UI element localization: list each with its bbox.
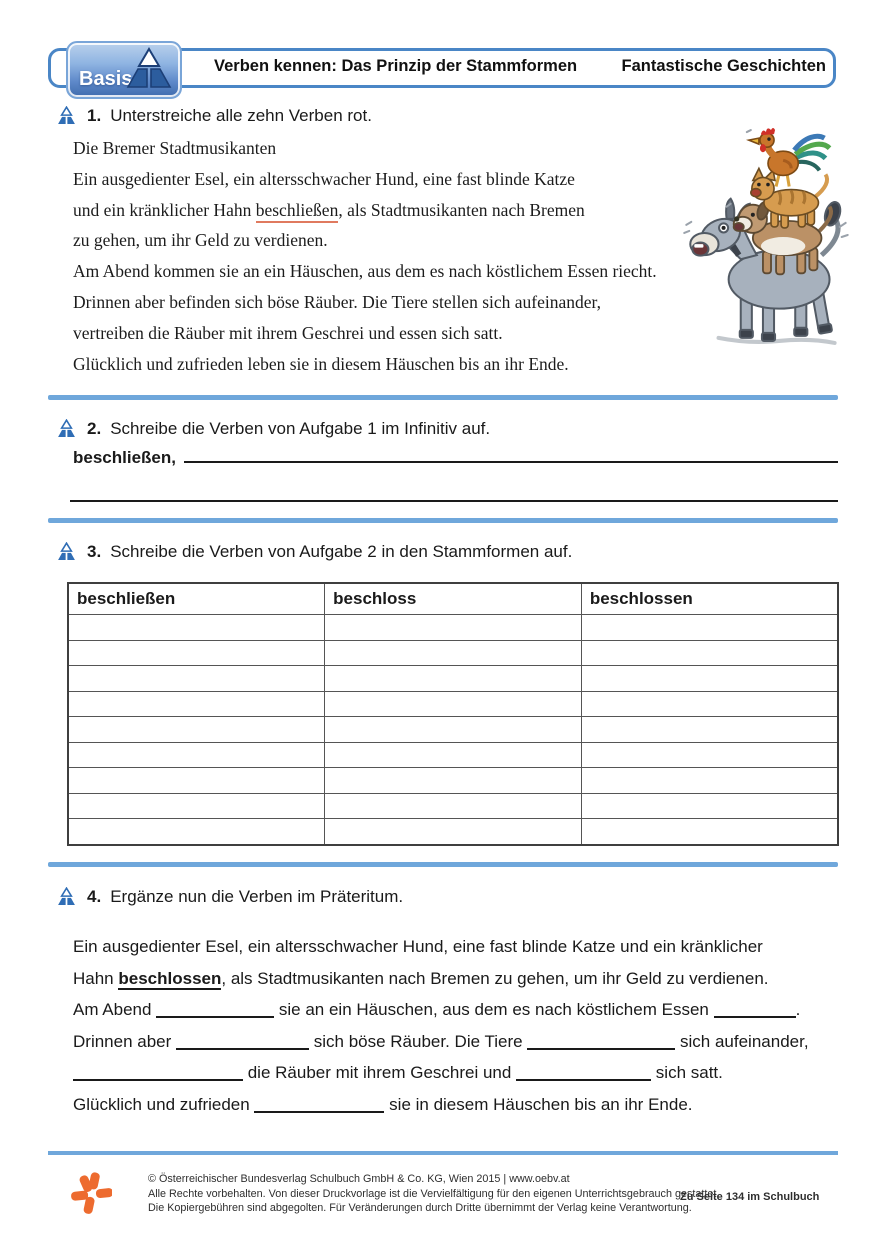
pyramid-task-icon	[55, 106, 78, 126]
text-segment: die Räuber mit ihrem Geschrei und	[243, 1063, 517, 1083]
table-cell	[581, 666, 838, 692]
task2-answer-row	[73, 445, 838, 467]
text-line	[73, 195, 657, 226]
table-cell	[581, 768, 838, 794]
task3-number: 3.	[87, 542, 102, 561]
pyramid-task-icon	[55, 419, 78, 439]
text-segment: Hahn	[73, 968, 119, 988]
copyright-line: © Österreichischer Bundesverlag Schulbuch GmbH & Co. KG, Wien 2015 | www.oebv.at	[148, 1173, 570, 1185]
table-cell	[68, 640, 325, 666]
table-cell	[68, 793, 325, 819]
text-segment: Ein ausgedienter Esel, ein altersschwacher Hund, eine fast blinde Katze	[73, 168, 575, 189]
task2-answer-prefix: beschließen,	[73, 448, 176, 467]
text-line	[73, 287, 657, 318]
blank-write-line	[176, 1036, 309, 1050]
table-row	[68, 640, 838, 666]
text-segment: sie an ein Häuschen, aus dem es nach köstlichem Essen	[274, 1000, 714, 1020]
table-cell	[325, 793, 582, 819]
story-block	[73, 133, 657, 379]
basis-logo	[66, 41, 182, 99]
task2-number: 2.	[87, 419, 102, 438]
bremen-musicians-illustration	[678, 126, 860, 348]
text-segment: Glücklich und zufrieden	[73, 1094, 255, 1114]
table-cell	[581, 742, 838, 768]
table-cell	[581, 640, 838, 666]
text-segment: sie in diesem Häuschen bis an ihr Ende.	[384, 1094, 693, 1114]
text-segment: beschlossen	[118, 968, 222, 988]
text-line	[73, 1057, 809, 1089]
task3-heading	[55, 542, 572, 562]
table-row	[68, 666, 838, 692]
table-cell	[581, 615, 838, 641]
copyright-text	[148, 1172, 719, 1216]
table-cell	[581, 793, 838, 819]
footer-divider	[48, 1151, 838, 1155]
table-cell	[68, 615, 325, 641]
task1-heading	[55, 106, 372, 126]
text-line	[73, 225, 657, 256]
blank-write-line	[73, 1067, 243, 1081]
table-cell	[581, 691, 838, 717]
table-header-cell: beschloss	[325, 583, 582, 615]
table-cell	[325, 717, 582, 743]
text-segment: sich satt.	[651, 1063, 723, 1083]
text-line	[73, 994, 809, 1026]
table-cell	[325, 819, 582, 845]
text-segment: beschließen	[256, 200, 339, 223]
table-cell	[68, 768, 325, 794]
pyramid-task-icon	[55, 887, 78, 907]
table-cell	[325, 640, 582, 666]
task3-instruction: Schreibe die Verben von Aufgabe 2 in den Stammformen auf.	[110, 542, 573, 561]
copyright-line: Die Kopiergebühren sind abgegolten. Für Veränderungen durch Dritte übernimmt der Verlag keine Verantwortung.	[148, 1202, 692, 1215]
page-title: Verben kennen: Das Prinzip der Stammformen	[214, 57, 578, 75]
blank-write-line	[527, 1036, 675, 1050]
table-header-row	[68, 583, 838, 615]
task2-heading	[55, 419, 490, 439]
table-cell	[68, 819, 325, 845]
text-line	[73, 1089, 809, 1121]
section-divider	[48, 862, 838, 867]
task1-number: 1.	[87, 106, 102, 125]
text-line	[73, 318, 657, 349]
text-segment: vertreiben die Räuber mit ihrem Geschrei und essen sich satt.	[73, 322, 503, 343]
text-line	[73, 164, 657, 195]
table-cell	[68, 691, 325, 717]
blank-write-line	[156, 1004, 274, 1018]
text-segment: Drinnen aber befinden sich böse Räuber. Die Tiere stellen sich aufeinander,	[73, 291, 602, 312]
table-cell	[68, 666, 325, 692]
pyramid-task-icon	[55, 542, 78, 562]
pyramid-logo-icon	[123, 47, 175, 93]
text-segment: zu gehen, um ihr Geld zu verdienen.	[73, 230, 328, 251]
table-row	[68, 768, 838, 794]
table-cell	[68, 742, 325, 768]
book-page-reference: Zu Seite 134 im Schulbuch	[680, 1191, 820, 1203]
table-row	[68, 691, 838, 717]
write-line	[70, 474, 838, 502]
stammformen-table	[67, 582, 839, 846]
task4-instruction: Ergänze nun die Verben im Präteritum.	[110, 887, 404, 906]
story-title: Die Bremer Stadtmusikanten	[73, 138, 277, 158]
table-cell	[325, 768, 582, 794]
table-row	[68, 742, 838, 768]
task4-body	[73, 931, 809, 1121]
text-line	[73, 349, 657, 380]
text-segment: Glücklich und zufrieden leben sie in diesem Häuschen bis an ihr Ende.	[73, 353, 569, 374]
task1-instruction: Unterstreiche alle zehn Verben rot.	[110, 106, 372, 125]
section-divider	[48, 518, 838, 523]
text-line	[73, 931, 809, 963]
text-segment: Am Abend	[73, 1000, 157, 1020]
blank-write-line	[714, 1004, 796, 1018]
series-title: Fantastische Geschichten	[621, 57, 826, 75]
table-cell	[581, 819, 838, 845]
copyright-line: Alle Rechte vorbehalten. Von dieser Druckvorlage ist die Vervielfältigung für den eigenen Unterrichtsgebrauch gestattet.	[148, 1187, 720, 1200]
text-segment: Ein ausgedienter Esel, ein altersschwacher Hund, eine fast blinde Katze und ein kränklicher	[73, 937, 763, 956]
task2-instruction: Schreibe die Verben von Aufgabe 1 im Infinitiv auf.	[110, 419, 491, 438]
text-segment: Drinnen aber	[73, 1031, 177, 1051]
table-row	[68, 819, 838, 845]
blank-write-line	[516, 1067, 651, 1081]
task4-number: 4.	[87, 887, 102, 906]
table-cell	[325, 691, 582, 717]
text-segment: .	[795, 1000, 801, 1020]
text-segment: und ein kränklicher Hahn	[73, 199, 256, 220]
text-line	[73, 963, 809, 995]
text-segment: sich aufeinander,	[675, 1031, 809, 1051]
text-segment: Am Abend kommen sie an ein Häuschen, aus dem es nach köstlichem Essen riecht.	[73, 261, 657, 282]
table-cell	[325, 742, 582, 768]
table-cell	[325, 666, 582, 692]
table-row	[68, 717, 838, 743]
text-line	[73, 256, 657, 287]
table-cell	[581, 717, 838, 743]
table-cell	[325, 615, 582, 641]
write-line	[184, 445, 838, 463]
oebv-logo-icon	[70, 1168, 112, 1216]
task4-heading	[55, 887, 403, 907]
story-body	[73, 164, 657, 380]
basis-logo-label: Basis	[79, 68, 133, 90]
table-row	[68, 615, 838, 641]
text-line	[73, 1026, 809, 1058]
text-segment: sich böse Räuber. Die Tiere	[309, 1031, 528, 1051]
table-header-cell: beschließen	[68, 583, 325, 615]
text-segment: , als Stadtmusikanten nach Bremen zu gehen, um ihr Geld zu verdienen.	[221, 968, 769, 988]
table-header-cell: beschlossen	[581, 583, 838, 615]
table-cell	[68, 717, 325, 743]
text-segment: , als Stadtmusikanten nach Bremen	[338, 199, 585, 220]
blank-write-line	[254, 1099, 384, 1113]
section-divider	[48, 395, 838, 400]
table-row	[68, 793, 838, 819]
